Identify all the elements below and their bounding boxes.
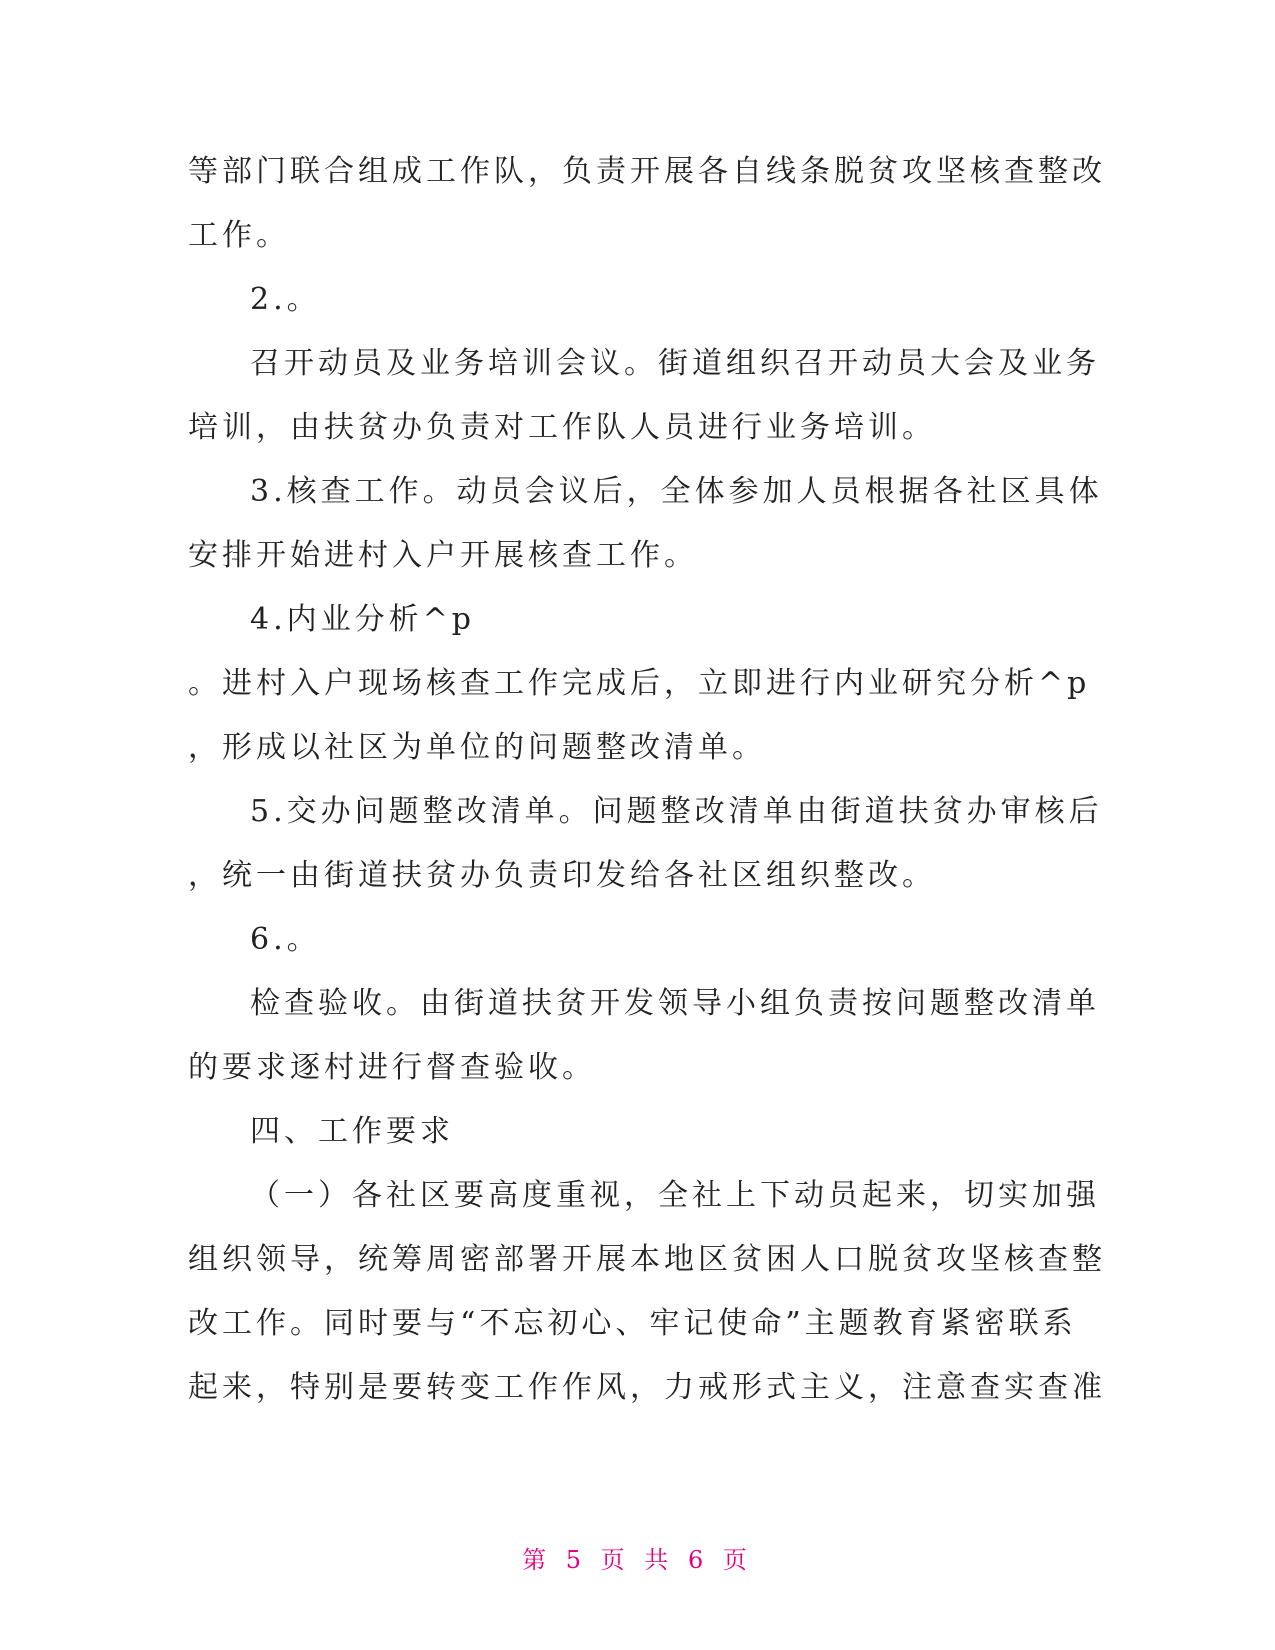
text-line-20: 起来，特别是要转变工作作风，力戒形式主义，注意查实查准	[188, 1370, 1106, 1405]
body-text	[188, 140, 1106, 1420]
text-line-15: 的要求逐村进行督查验收。	[188, 1050, 596, 1085]
text-line-3: 2.。	[250, 282, 321, 317]
text-line-19: 改工作。同时要与“不忘初心、牢记使命”主题教育紧密联系	[188, 1306, 1077, 1341]
text-line-11: 5.交办问题整改清单。问题整改清单由街道扶贫办审核后	[250, 794, 1103, 829]
text-line-9: 。进村入户现场核查工作完成后，立即进行内业研究分析^p	[188, 666, 1091, 701]
text-line-4: 召开动员及业务培训会议。街道组织召开动员大会及业务	[250, 346, 1100, 381]
text-line-12: ，统一由街道扶贫办负责印发给各社区组织整改。	[188, 858, 936, 893]
text-line-5: 培训，由扶贫办负责对工作队人员进行业务培训。	[188, 410, 936, 445]
text-line-2: 工作。	[188, 218, 290, 253]
text-line-17: （一）各社区要高度重视，全社上下动员起来，切实加强	[250, 1178, 1100, 1213]
page-number-footer: 第 5 页 共 6 页	[522, 1546, 753, 1574]
text-line-1: 等部门联合组成工作队，负责开展各自线条脱贫攻坚核查整改	[188, 154, 1106, 189]
text-line-18: 组织领导，统筹周密部署开展本地区贫困人口脱贫攻坚核查整	[188, 1242, 1106, 1277]
text-line-14: 检查验收。由街道扶贫开发领导小组负责按问题整改清单	[250, 986, 1100, 1021]
text-line-8: 4.内业分析^p	[250, 602, 475, 637]
text-line-10: ，形成以社区为单位的问题整改清单。	[188, 730, 766, 765]
text-line-7: 安排开始进村入户开展核查工作。	[188, 538, 698, 573]
text-line-13: 6.。	[250, 922, 321, 957]
section-heading: 四、工作要求	[250, 1114, 454, 1149]
text-line-6: 3.核查工作。动员会议后，全体参加人员根据各社区具体	[250, 474, 1103, 509]
